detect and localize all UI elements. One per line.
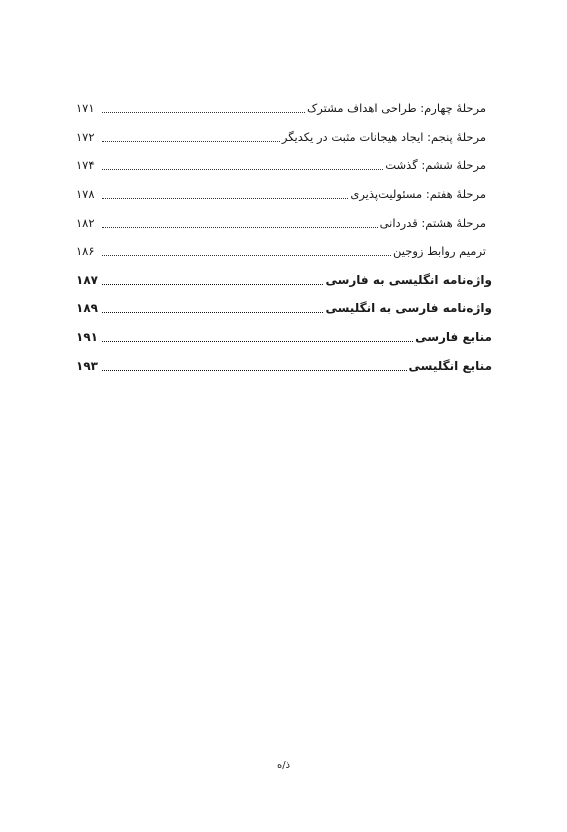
toc-entry[interactable]	[76, 208, 492, 237]
page-number: ذ/ه	[276, 760, 291, 771]
toc-entry-main[interactable]	[76, 323, 492, 352]
toc-entry-page: ۱۷۸	[76, 187, 95, 202]
toc-entry-main[interactable]	[76, 294, 492, 323]
toc-entry[interactable]	[76, 151, 492, 180]
dot-leader	[102, 111, 305, 113]
toc-entry-title: مرحلهٔ هشتم: قدردانی	[379, 215, 486, 230]
toc-entry-title: منابع انگلیسی	[408, 358, 492, 373]
toc-entry-title: واژه‌نامه فارسی به انگلیسی	[325, 301, 492, 316]
toc-entry-page: ۱۷۴	[76, 158, 95, 173]
dot-leader	[102, 226, 378, 228]
toc-entry-title: ترمیم روابط زوجین	[393, 244, 486, 259]
toc-entry-title: مرحلهٔ هفتم: مسئولیت‌پذیری	[350, 187, 486, 202]
toc-entry-title: مرحلهٔ چهارم: طراحی اهداف مشترک	[307, 101, 486, 116]
dot-leader	[102, 283, 323, 285]
dot-leader	[102, 140, 280, 142]
dot-leader	[102, 369, 407, 371]
toc-entry-page: ۱۷۲	[76, 129, 95, 144]
toc-entry-page: ۱۸۷	[76, 272, 98, 287]
toc-entry-title: واژه‌نامه انگلیسی به فارسی	[325, 272, 492, 287]
table-of-contents	[76, 94, 492, 380]
toc-entry-page: ۱۸۲	[76, 215, 95, 230]
dot-leader	[102, 340, 413, 342]
toc-entry[interactable]	[76, 94, 492, 123]
dot-leader	[102, 254, 391, 256]
dot-leader	[102, 168, 383, 170]
toc-entry[interactable]	[76, 180, 492, 209]
toc-entry-page: ۱۹۳	[76, 358, 98, 373]
toc-entry-page: ۱۷۱	[76, 101, 95, 116]
toc-entry-main[interactable]	[76, 351, 492, 380]
toc-entry-main[interactable]	[76, 266, 492, 295]
dot-leader	[102, 311, 323, 313]
toc-entry-page: ۱۸۹	[76, 301, 98, 316]
toc-entry[interactable]	[76, 237, 492, 266]
toc-entry-title: منابع فارسی	[415, 330, 492, 345]
toc-entry-page: ۱۹۱	[76, 330, 98, 345]
toc-entry-page: ۱۸۶	[76, 244, 95, 259]
toc-entry-title: مرحلهٔ ششم: گذشت	[385, 158, 486, 173]
toc-entry[interactable]	[76, 123, 492, 152]
toc-entry-title: مرحلهٔ پنجم: ایجاد هیجانات مثبت در یکدیگر	[281, 129, 486, 144]
dot-leader	[102, 197, 348, 199]
